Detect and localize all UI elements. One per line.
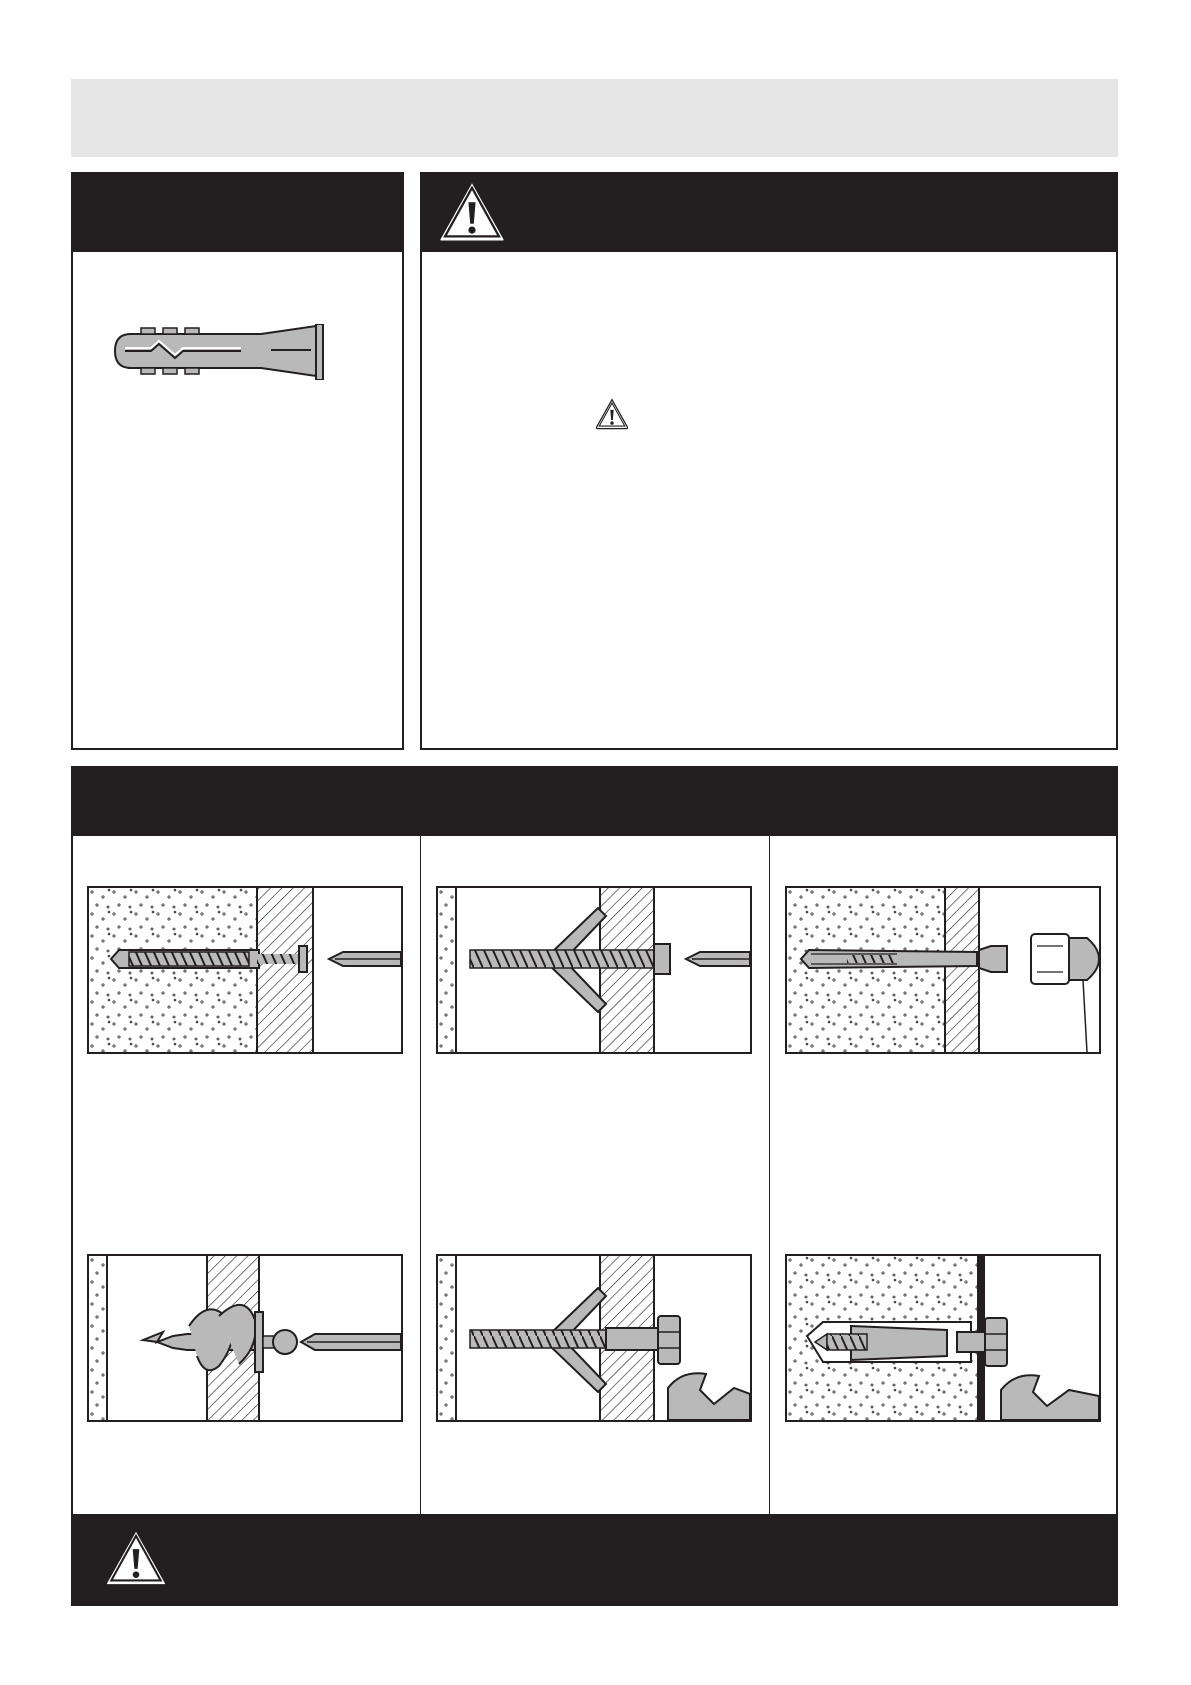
- warning-triangle-icon: [594, 398, 630, 432]
- shield-anchor-spanner-illustration: [785, 1254, 1101, 1422]
- hammer-fixing-illustration: [785, 886, 1101, 1054]
- fixing-panel-header: [73, 174, 402, 252]
- header-bar: [71, 79, 1118, 157]
- warning-triangle-icon: [103, 1526, 169, 1592]
- column-divider: [420, 836, 421, 1518]
- fixing-types-header: [73, 768, 1116, 836]
- wall-plug-icon: [111, 324, 345, 380]
- bottom-warning-bar: [73, 1514, 1116, 1604]
- self-drill-illustration: [87, 1254, 403, 1422]
- warning-triangle-icon: [436, 177, 508, 249]
- warning-panel: [420, 172, 1118, 750]
- spring-toggle-screwdriver-illustration: [436, 886, 752, 1054]
- column-divider: [769, 836, 770, 1518]
- wall-plug-screwdriver-illustration: [87, 886, 403, 1054]
- fixing-panel: [71, 172, 404, 750]
- warning-panel-header: [422, 174, 1116, 252]
- toggle-bolt-spanner-illustration: [436, 1254, 752, 1422]
- fixing-types-panel: [71, 766, 1118, 1606]
